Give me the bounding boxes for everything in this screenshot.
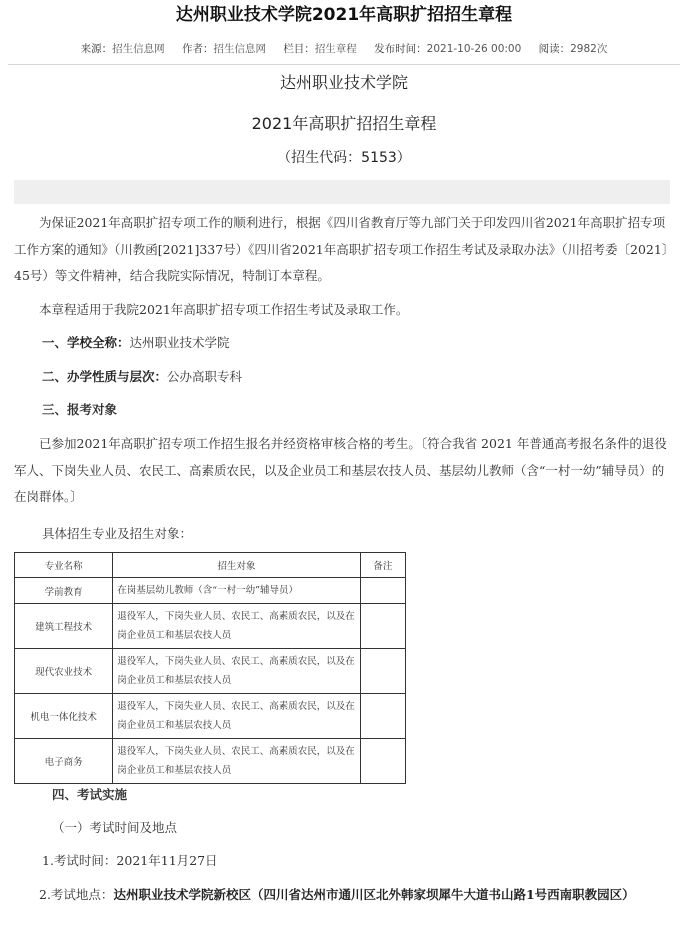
meta-date: 发布时间：2021-10-26 00:00 (374, 43, 522, 55)
header-target: 招生对象 (113, 553, 361, 578)
major-target: 退役军人，下岗失业人员、农民工、高素质农民，以及在岗企业员工和基层农技人员 (113, 694, 361, 739)
applicants-paragraph: 已参加2021年高职扩招专项工作招生报名并经资格审核合格的考生。〔符合我省 2021 年普通高考报名条件的退役军人、下岗失业人员、农民工、高素质农民，以及企业员工和基层农技人员、基层幼儿教师（含“一村一幼”辅导员）的在岗群体。〕 (14, 436, 667, 504)
major-target: 退役军人，下岗失业人员、农民工、高素质农民，以及在岗企业员工和基层农技人员 (113, 739, 361, 784)
article-meta-bar (0, 42, 688, 56)
major-name: 建筑工程技术 (15, 604, 113, 649)
meta-column: 栏目：招生章程 (283, 43, 357, 55)
meta-views: 阅读：2982次 (538, 43, 608, 55)
major-note (360, 604, 405, 649)
major-target: 在岗基层幼儿教师（含“一村一幼”辅导员） (113, 578, 361, 604)
header-divider (8, 64, 680, 65)
table-header-row (15, 553, 406, 578)
major-name: 电子商务 (15, 739, 113, 784)
table-row (15, 649, 406, 694)
majors-table (14, 552, 406, 784)
major-name: 机电一体化技术 (15, 694, 113, 739)
exam-time-place-heading: （一）考试时间及地点 (52, 820, 178, 835)
exam-time: 1.考试时间：2021年11月27日 (42, 853, 218, 868)
major-target: 退役军人，下岗失业人员、农民工、高素质农民，以及在岗企业员工和基层农技人员 (113, 649, 361, 694)
header-major: 专业名称 (15, 553, 113, 578)
enroll-code: （招生代码：5153） (277, 150, 411, 166)
major-note (360, 739, 405, 784)
table-intro: 具体招生专业及招生对象： (42, 526, 193, 541)
meta-author: 作者：招生信息网 (181, 43, 266, 55)
org-name: 达州职业技术学院 (279, 73, 408, 92)
section-applicants-heading: 三、报考对象 (42, 402, 118, 417)
major-note (360, 578, 405, 604)
major-name: 学前教育 (15, 578, 113, 604)
table-row (15, 739, 406, 784)
major-name: 现代农业技术 (15, 649, 113, 694)
major-note (360, 649, 405, 694)
header-note: 备注 (360, 553, 405, 578)
meta-source: 来源：招生信息网 (80, 43, 165, 55)
article-title: 达州职业技术学院2021年高职扩招招生章程 (175, 5, 513, 25)
table-row (15, 604, 406, 649)
section-exam-heading: 四、考试实施 (52, 787, 128, 802)
major-note (360, 694, 405, 739)
scope-paragraph: 本章程适用于我院2021年高职扩招专项工作招生考试及录取工作。 (39, 302, 409, 317)
content-band (14, 180, 670, 204)
section-school-nature: 二、办学性质与层次：公办高职专科 (42, 369, 243, 384)
doc-title: 2021年高职扩招招生章程 (251, 114, 437, 133)
section-school-name: 一、学校全称：达州职业技术学院 (42, 335, 230, 350)
major-target: 退役军人，下岗失业人员、农民工、高素质农民，以及在岗企业员工和基层农技人员 (113, 604, 361, 649)
intro-paragraph: 为保证2021年高职扩招专项工作的顺利进行，根据《四川省教育厅等九部门关于印发四川省2021年高职扩招专项工作方案的通知》（川教函[2021]337号）《四川省2021年高职扩招专项工作招生考试及录取办法》（川招考委〔2021〕45号）等文件精神，结合我院实际情况，特制订本章程。 (14, 215, 669, 283)
table-row (15, 578, 406, 604)
exam-place: 2.考试地点：达州职业技术学院新校区（四川省达州市通川区北外韩家坝犀牛大道书山路1号西南职教园区） (39, 887, 635, 902)
table-row (15, 694, 406, 739)
